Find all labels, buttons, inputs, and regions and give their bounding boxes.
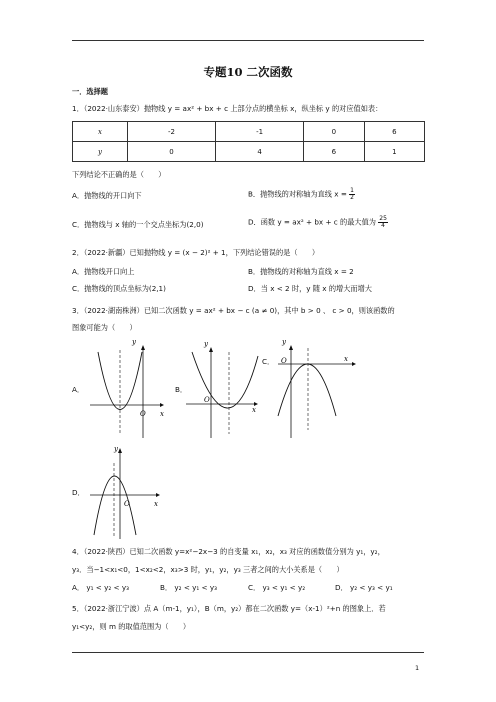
table-cell: 0: [304, 122, 364, 142]
q4-line2: y₃．当−1<x₁<0，1<x₂<2，x₃>3 时，y₁，y₂，y₃ 三者之间的大小关系是（ ）: [72, 565, 344, 574]
q2-option-a[interactable]: A．抛物线开口向上: [72, 267, 135, 276]
q1-stem: 1．（2022·山东泰安）抛物线 y = ax² + bx + c 上部分点的横坐标 x，纵坐标 y 的对应值如表：: [72, 104, 383, 113]
page-number: 1: [415, 664, 420, 672]
table-cell: y: [73, 142, 128, 162]
y-axis-label: y: [282, 338, 286, 346]
table-cell: -2: [127, 122, 215, 142]
q2-stem: 2．（2022·新疆）已知抛物线 y = (x − 2)² + 1，下列结论错误的是（ ）: [72, 248, 320, 257]
q1-option-d[interactable]: [248, 216, 388, 229]
x-axis-label: x: [160, 410, 164, 418]
fraction-denominator: 2: [350, 194, 354, 201]
x-axis-label: x: [154, 500, 158, 508]
q1-option-b[interactable]: [248, 188, 355, 201]
q3-label-c[interactable]: C．: [262, 357, 275, 366]
parabola: [192, 352, 258, 408]
q3-graph-d[interactable]: [88, 443, 168, 541]
q1-option-b-text: B．抛物线的对称轴为直线 x =: [248, 189, 347, 199]
q5-line1: 5．（2022·浙江宁波）点 A（m-1，y₁），B（m，y₂）都在二次函数 y=（x-1）²+n 的图象上．若: [72, 604, 386, 613]
y-axis-label: y: [204, 340, 208, 348]
y-axis-label: y: [132, 338, 136, 346]
x-axis-label: x: [344, 355, 348, 363]
x-axis-arrow: [160, 403, 164, 407]
q3-label-a[interactable]: A．: [72, 385, 85, 394]
section-heading: 一．选择题: [72, 87, 108, 96]
origin-label: O: [140, 410, 146, 418]
x-axis-label: x: [252, 406, 256, 414]
table-cell: 6: [304, 142, 364, 162]
q4-option-d[interactable]: D． y₂ < y₃ < y₁: [335, 583, 393, 592]
q2-option-b[interactable]: B．抛物线的对称轴为直线 x = 2: [248, 267, 354, 276]
origin-label: O: [281, 357, 287, 365]
q3-label-b[interactable]: B．: [175, 385, 188, 394]
y-axis-label: y: [114, 445, 118, 453]
q1-option-d-fraction: [378, 216, 388, 229]
table-row: [73, 142, 425, 162]
table-cell: 0: [127, 142, 215, 162]
q4-option-b[interactable]: B． y₂ < y₁ < y₃: [160, 583, 217, 592]
q1-option-b-fraction: [349, 188, 355, 201]
page-title: 专题10 二次函数: [203, 65, 293, 79]
parabola: [278, 364, 336, 416]
q2-option-d[interactable]: D．当 x < 2 时，y 随 x 的增大而增大: [248, 284, 372, 293]
q3-stem-cont: 图象可能为（ ）: [72, 323, 137, 332]
y-axis-arrow: [118, 448, 122, 453]
table-row: [73, 122, 425, 142]
table-cell: 4: [216, 142, 304, 162]
q2-option-c[interactable]: C．抛物线的顶点坐标为(2,1): [72, 284, 166, 293]
q3-label-d[interactable]: D．: [72, 488, 85, 497]
q1-option-c[interactable]: C．抛物线与 x 轴的一个交点坐标为(2,0): [72, 220, 204, 229]
fraction-denominator: 4: [381, 222, 385, 229]
table-cell: 1: [364, 142, 424, 162]
q4-option-a[interactable]: A． y₁ < y₂ < y₃: [72, 583, 129, 592]
table-cell: x: [73, 122, 128, 142]
y-axis-arrow: [209, 347, 213, 352]
q1-prompt: 下列结论不正确的是（ ）: [72, 170, 166, 179]
fraction-numerator: 1: [350, 187, 354, 194]
q3-graph-c[interactable]: [274, 338, 360, 440]
origin-label: O: [124, 500, 130, 508]
q5-line2: y₁<y₂，则 m 的取值范围为（ ）: [72, 622, 191, 631]
q3-graph-a[interactable]: [88, 338, 168, 440]
y-axis-arrow: [141, 345, 145, 350]
table-cell: 6: [364, 122, 424, 142]
x-axis-arrow: [156, 493, 160, 497]
header-rule: [72, 40, 424, 41]
footer-rule: [72, 652, 424, 653]
q1-value-table: [72, 121, 425, 162]
q4-line1: 4．（2022·陕西）已知二次函数 y=x²−2x−3 的自变量 x₁，x₂，x₃ 对应的函数值分别为 y₁，y₂，: [72, 547, 385, 556]
q3-stem: 3．（2022·湖南株洲）已知二次函数 y = ax² + bx − c (a ≠ 0)，其中 b > 0 、 c > 0，则该函数的: [72, 306, 395, 315]
fraction-numerator: 25: [379, 215, 387, 222]
table-cell: -1: [216, 122, 304, 142]
q3-graph-b[interactable]: [184, 342, 264, 440]
origin-label: O: [204, 396, 210, 404]
q4-option-c[interactable]: C． y₃ < y₁ < y₂: [248, 583, 306, 592]
x-axis-arrow: [352, 362, 356, 366]
y-axis-arrow: [289, 345, 293, 350]
q1-option-d-text: D．函数 y = ax² + bx + c 的最大值为: [248, 217, 376, 227]
q1-option-a[interactable]: A．抛物线的开口向下: [72, 191, 142, 200]
